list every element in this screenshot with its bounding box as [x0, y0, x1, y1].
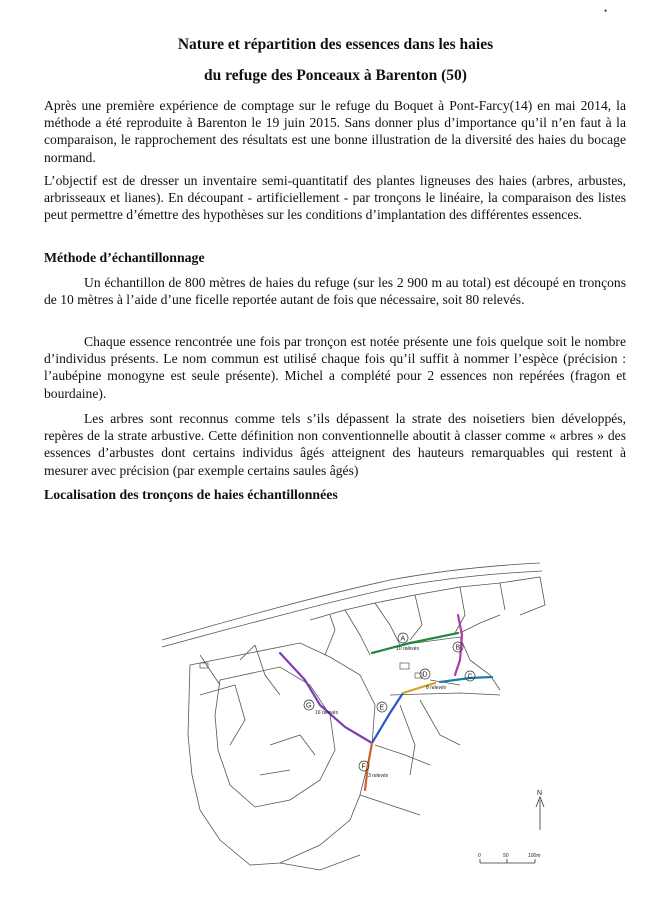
segment-label-g: G [306, 702, 312, 710]
segment-note-a: 10 relevés [396, 646, 420, 652]
method-heading: Méthode d’échantillonnage [44, 250, 205, 265]
north-arrow-icon [536, 790, 544, 830]
segment-note-d: 8 relevés [426, 685, 447, 691]
intro-paragraph: Après une première expérience de comptage sur le refuge du Boquet à Pont-Farcy(14) en mai 2014, la méthode a été reproduite à Barenton le 19 juin 2015. Sans donner plus d’importance qu’il n’en faut à la comparaison, le rapprochement des résultats est une bonne illustration de la diversité des haies du bocage normand. [44, 98, 626, 165]
segment-label-c: C [467, 673, 473, 681]
location-heading: Localisation des tronçons de haies échantillonnées [44, 487, 338, 502]
segment-note-f: 3 relevés [368, 773, 389, 779]
document-title-line2: du refuge des Ponceaux à Barenton (50) [204, 67, 467, 84]
document-title-line1: Nature et répartition des essences dans les haies [177, 36, 494, 53]
corner-mark: • [604, 6, 608, 16]
north-label: N [537, 790, 543, 797]
segment-note-g: 16 relevés [315, 710, 339, 716]
segment-label-d: D [422, 671, 428, 679]
segment-label-a: A [400, 635, 406, 643]
scale-label-50: 50 [503, 853, 509, 859]
scale-label-0: 0 [478, 853, 481, 859]
method-paragraph-1: Un échantillon de 800 mètres de haies du refuge (sur les 2 900 m au total) est découpé en tronçons de 10 mètres à l’aide d’une ficelle reportée autant de fois que nécessaire, soit 80 relevés. [44, 275, 626, 308]
segment-label-f: F [361, 763, 366, 771]
scale-bar [478, 853, 541, 863]
method-paragraph-3: Les arbres sont reconnus comme tels s’ils dépassent la strate des noisetiers bien développés, repères de la strate arbustive. Cette définition non conventionnelle aboutit à classer comme « arbres » des essences d’arbustes dont certains individus âgés atteignent des hauteurs remarquables qui restent à mesurer avec précision (par exemple certains saules âgés) [44, 411, 626, 478]
segment-label-b: B [455, 644, 461, 652]
hedge-map-drawing [160, 545, 560, 880]
scale-label-100: 100m [528, 853, 541, 859]
objective-paragraph: L’objectif est de dresser un inventaire semi-quantitatif des plantes ligneuses des haies (arbres, arbustes, arbrisseaux et lianes). En découpant - artificiellement - par tronçons le linéaire, la comparaison des listes peut permettre d’émettre des hypothèses sur les conditions d’implantation des différentes essences. [44, 173, 626, 223]
method-paragraph-2: Chaque essence rencontrée une fois par tronçon est notée présente une fois quelque soit le nombre d’individus présents. Le nom commun est utilisé chaque fois qu’il suffit à nommer l’espèce (précision : l’aubépine monogyne est seule présente). Michel a complété pour 2 essences non repérées (fragon et bourdaine). [44, 334, 626, 401]
hedge-map [160, 545, 560, 880]
segment-label-e: E [379, 704, 385, 712]
